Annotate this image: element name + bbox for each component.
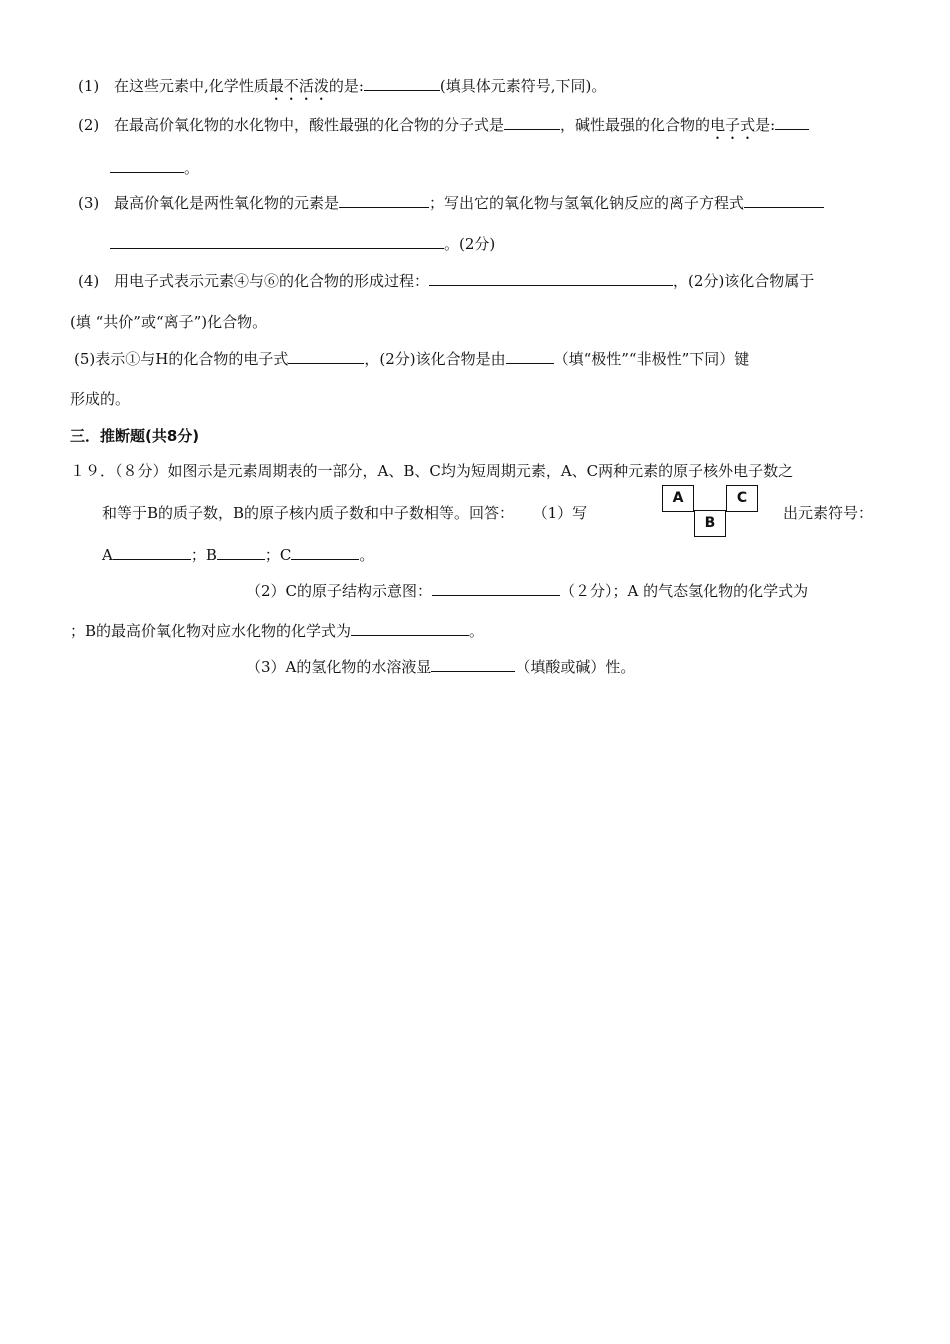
q3-blank-element[interactable] — [339, 193, 429, 208]
q19-blank-acidity[interactable] — [431, 657, 515, 672]
q19-p2-c: ；B的最高价氧化物对应水化物的化学式为 — [70, 622, 352, 640]
q19-line2-b: （1）写 — [540, 504, 588, 522]
table-cell-b: B — [694, 510, 726, 537]
question-5-cont — [70, 389, 130, 409]
q1-dotted-text: 最不活泼 — [268, 77, 329, 95]
q3-text-b: ；写出它的氧化物与氢氧化钠反应的离子方程式 — [429, 194, 745, 212]
question-19-intro: １９．（８分）如图示是元素周期表的一部分，A、B、C均为短周期元素，A、C两种元素的原子核外电子数之 — [70, 462, 794, 480]
q2-blank-base-2[interactable] — [110, 158, 184, 173]
q5-blank-formula[interactable] — [288, 349, 364, 364]
question-19-part3 — [246, 657, 635, 677]
question-4 — [78, 271, 814, 291]
q4-text-a: 用电子式表示元素④与⑥的化合物的形成过程： — [114, 272, 430, 290]
q19-p3-b: （填酸或碱）性。 — [515, 658, 636, 676]
question-19-part2-cont — [70, 621, 484, 641]
q5-text-c: （填“极性”“非极性”下同）键 — [553, 350, 750, 368]
q5-blank-bond[interactable] — [506, 349, 554, 364]
q19-p3-a: （3）A的氢化物的水溶液显 — [246, 658, 432, 676]
question-4-cont — [70, 312, 267, 332]
q2-text-b: ，碱性最强的化合物的 — [560, 116, 711, 134]
q19-b-label: ；B — [190, 546, 217, 564]
q3-blank-equation-2[interactable] — [110, 234, 444, 249]
q3-end: 。(2分) — [444, 235, 496, 253]
question-2 — [78, 115, 809, 143]
q4-text-b: ，(2分)该化合物属于 — [673, 272, 815, 290]
question-19-symbols — [102, 545, 374, 565]
q5-number: (5) — [74, 350, 96, 368]
question-1 — [78, 76, 606, 104]
question-2-cont — [110, 158, 199, 178]
q1-text-post: 的是: — [328, 77, 364, 95]
table-cell-c: C — [726, 485, 758, 512]
q19-p2-b: （２分）；A 的气态氢化物的化学式为 — [560, 582, 809, 600]
q4-number: (4) — [78, 272, 100, 290]
q19-p2-end: 。 — [469, 622, 485, 640]
q3-blank-equation-1[interactable] — [744, 193, 824, 208]
q4-text-c: (填 “共价”或“离子”)化合物。 — [70, 313, 268, 331]
q2-blank-base-1[interactable] — [775, 115, 809, 130]
q1-tail: (填具体元素符号,下同)。 — [439, 77, 607, 95]
q1-answer-blank[interactable] — [364, 76, 440, 91]
q5-text-d: 形成的。 — [70, 390, 131, 408]
section-3-title: 三．推断题(共8分) — [70, 427, 200, 445]
question-19-part2 — [246, 581, 808, 601]
q2-end: 。 — [184, 159, 200, 177]
q19-c-label: ；C — [264, 546, 292, 564]
question-19-line2 — [102, 503, 587, 523]
q2-text-a: 在最高价氧化物的水化物中，酸性最强的化合物的分子式是 — [114, 116, 505, 134]
q1-number: (1) — [78, 77, 100, 95]
q2-blank-acid[interactable] — [504, 115, 560, 130]
q3-text-a: 最高价氧化是两性氧化物的元素是 — [114, 194, 340, 212]
q19-blank-a[interactable] — [113, 545, 191, 560]
q19-a-label: A — [102, 546, 113, 564]
q4-blank-process[interactable] — [429, 271, 673, 286]
q19-end: 。 — [359, 546, 375, 564]
q2-dotted-text: 电子式 — [710, 116, 756, 134]
question-5 — [74, 349, 749, 369]
question-3 — [78, 193, 824, 213]
question-3-cont — [110, 234, 495, 254]
q3-number: (3) — [78, 194, 100, 212]
q19-blank-c[interactable] — [291, 545, 359, 560]
q19-p2-a: （2）C的原子结构示意图： — [246, 582, 433, 600]
q5-text-a: 表示①与H的化合物的电子式 — [95, 350, 289, 368]
q5-text-b: ，(2分)该化合物是由 — [364, 350, 506, 368]
q19-blank-hydroxide[interactable] — [351, 621, 469, 636]
q2-number: (2) — [78, 116, 100, 134]
table-cell-a: A — [662, 485, 694, 512]
q19-blank-b[interactable] — [217, 545, 265, 560]
q19-blank-structure[interactable] — [432, 581, 560, 596]
question-19-line2-c: 出元素符号： — [783, 504, 874, 522]
q19-line2-a: 和等于B的质子数，B的原子核内质子数和中子数相等。回答： — [102, 504, 515, 522]
q1-text-pre: 在这些元素中,化学性质 — [114, 77, 269, 95]
q2-text-c: 是: — [755, 116, 776, 134]
